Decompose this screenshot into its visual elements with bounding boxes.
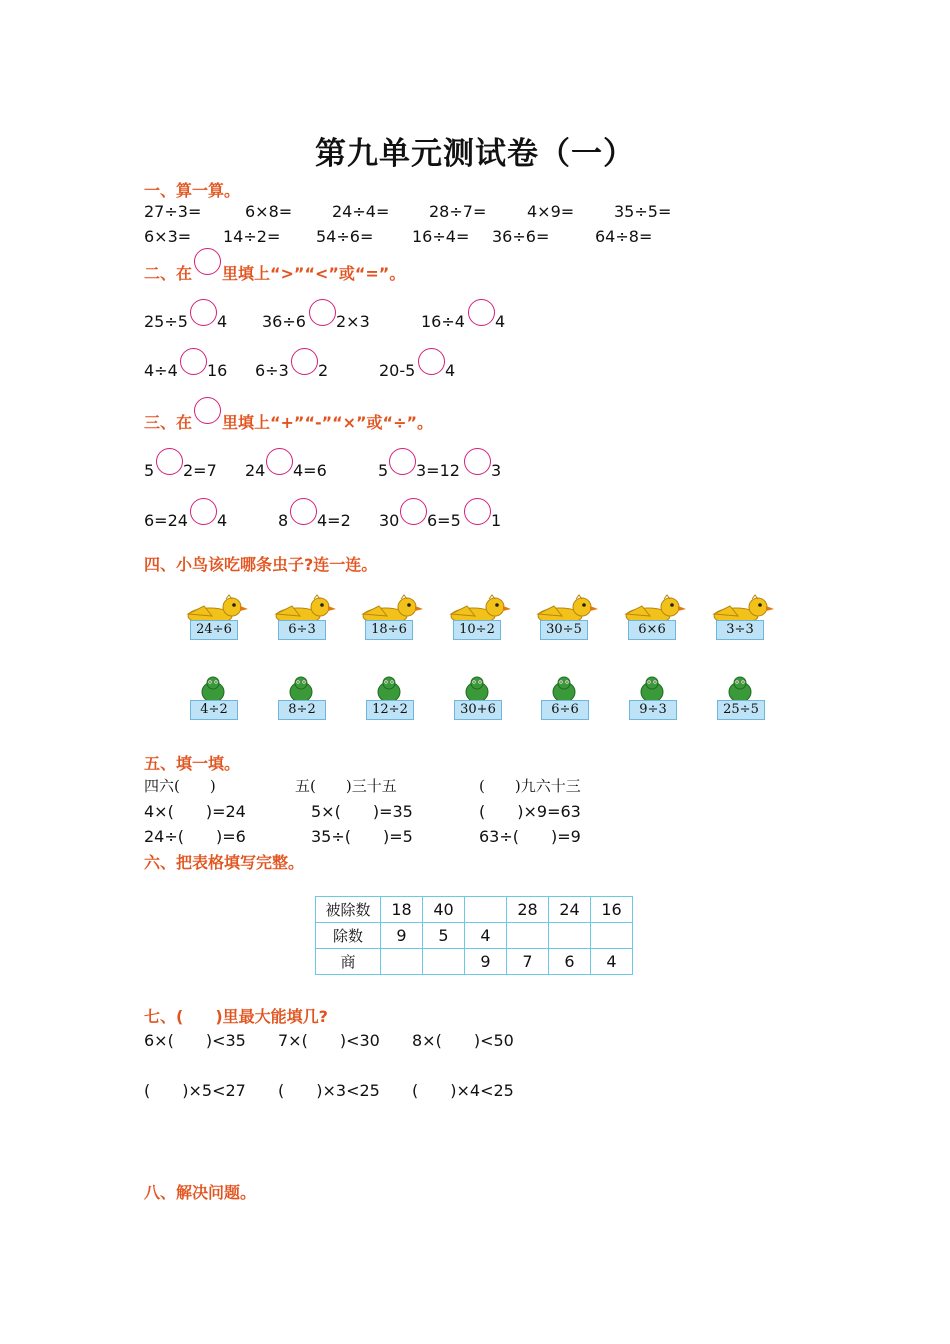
bird-card[interactable] xyxy=(270,594,338,652)
bug-card[interactable] xyxy=(715,676,775,722)
bug-label: 9÷3 xyxy=(629,700,677,720)
table-cell: 18 xyxy=(381,897,423,923)
compare-left: 6÷3 xyxy=(255,361,289,380)
table-cell: 24 xyxy=(549,897,591,923)
compare-right: 4 xyxy=(445,361,456,380)
answer-circle[interactable] xyxy=(464,498,491,525)
fill-item: 四六( ) xyxy=(144,777,216,795)
operator-text: 2=7 xyxy=(183,461,217,480)
answer-circle[interactable] xyxy=(180,348,207,375)
section-1-heading: 一、算一算。 xyxy=(144,181,241,200)
answer-circle[interactable] xyxy=(389,448,416,475)
bug-card[interactable] xyxy=(539,676,599,722)
bug-label: 6÷6 xyxy=(541,700,589,720)
bird-label: 30÷5 xyxy=(540,620,588,640)
bird-label: 10÷2 xyxy=(453,620,501,640)
calc-item: 28÷7= xyxy=(429,202,487,221)
answer-circle[interactable] xyxy=(190,498,217,525)
compare-left: 36÷6 xyxy=(262,312,306,331)
section-4-heading: 四、小鸟该吃哪条虫子?连一连。 xyxy=(144,555,378,574)
operator-text: 4=2 xyxy=(317,511,351,530)
max-item: 7×( )<30 xyxy=(278,1031,380,1050)
table-cell[interactable] xyxy=(423,949,465,975)
table-cell: 16 xyxy=(591,897,633,923)
section-2-heading-b: 里填上“>”“<”或“=”。 xyxy=(222,264,406,283)
operator-text: 3=12 xyxy=(416,461,460,480)
bug-card[interactable] xyxy=(364,676,424,722)
calc-item: 54÷6= xyxy=(316,227,374,246)
fill-item: ( )×9=63 xyxy=(479,802,581,821)
bird-card[interactable] xyxy=(445,594,513,652)
section-5-heading: 五、填一填。 xyxy=(144,754,241,773)
bird-card[interactable] xyxy=(357,594,425,652)
answer-circle[interactable] xyxy=(418,348,445,375)
operator-text: 8 xyxy=(278,511,289,530)
answer-circle[interactable] xyxy=(291,348,318,375)
bird-card[interactable] xyxy=(620,594,688,652)
table-cell: 6 xyxy=(549,949,591,975)
answer-circle[interactable] xyxy=(400,498,427,525)
max-item: ( )×4<25 xyxy=(412,1081,514,1100)
calc-item: 24÷4= xyxy=(332,202,390,221)
fill-item: ( )九六十三 xyxy=(479,777,581,795)
fill-item: 4×( )=24 xyxy=(144,802,246,821)
compare-right: 4 xyxy=(495,312,506,331)
compare-left: 20-5 xyxy=(379,361,416,380)
circle-icon xyxy=(194,397,221,424)
calc-item: 27÷3= xyxy=(144,202,202,221)
table-row xyxy=(316,897,633,923)
fill-item: 24÷( )=6 xyxy=(144,827,246,846)
calc-item: 14÷2= xyxy=(223,227,281,246)
bug-label: 12÷2 xyxy=(366,700,414,720)
circle-icon xyxy=(194,248,221,275)
operator-text: 24 xyxy=(245,461,266,480)
max-item: ( )×5<27 xyxy=(144,1081,246,1100)
table-row xyxy=(316,949,633,975)
answer-circle[interactable] xyxy=(156,448,183,475)
fill-item: 5×( )=35 xyxy=(311,802,413,821)
operator-text: 6=24 xyxy=(144,511,188,530)
bug-card[interactable] xyxy=(188,676,248,722)
table-cell: 28 xyxy=(507,897,549,923)
table-cell: 5 xyxy=(423,923,465,949)
compare-right: 2×3 xyxy=(336,312,370,331)
bug-card[interactable] xyxy=(452,676,512,722)
table-cell[interactable] xyxy=(549,923,591,949)
table-cell[interactable] xyxy=(591,923,633,949)
bird-label: 3÷3 xyxy=(716,620,764,640)
section-7-heading: 七、( )里最大能填几? xyxy=(144,1007,328,1026)
calc-item: 4×9= xyxy=(527,202,575,221)
bird-label: 6×6 xyxy=(628,620,676,640)
operator-text: 6=5 xyxy=(427,511,461,530)
answer-circle[interactable] xyxy=(190,299,217,326)
bird-label: 18÷6 xyxy=(365,620,413,640)
division-table xyxy=(315,896,633,975)
max-item: ( )×3<25 xyxy=(278,1081,380,1100)
operator-text: 1 xyxy=(491,511,502,530)
calc-item: 6×3= xyxy=(144,227,192,246)
table-cell: 7 xyxy=(507,949,549,975)
compare-left: 4÷4 xyxy=(144,361,178,380)
table-row xyxy=(316,923,633,949)
table-cell: 9 xyxy=(465,949,507,975)
calc-item: 35÷5= xyxy=(614,202,672,221)
fill-item: 五( )三十五 xyxy=(295,777,397,795)
bug-label: 30+6 xyxy=(454,700,502,720)
answer-circle[interactable] xyxy=(468,299,495,326)
section-8-heading: 八、解决问题。 xyxy=(144,1183,257,1202)
bug-label: 4÷2 xyxy=(190,700,238,720)
table-cell[interactable] xyxy=(465,897,507,923)
table-cell[interactable] xyxy=(381,949,423,975)
table-cell: 40 xyxy=(423,897,465,923)
bird-label: 6÷3 xyxy=(278,620,326,640)
fill-item: 63÷( )=9 xyxy=(479,827,581,846)
compare-right: 2 xyxy=(318,361,329,380)
bird-label: 24÷6 xyxy=(190,620,238,640)
max-item: 8×( )<50 xyxy=(412,1031,514,1050)
bug-label: 8÷2 xyxy=(278,700,326,720)
bird-card[interactable] xyxy=(708,594,776,652)
table-cell: 4 xyxy=(465,923,507,949)
answer-circle[interactable] xyxy=(266,448,293,475)
section-6-heading: 六、把表格填写完整。 xyxy=(144,853,305,872)
operator-text: 3 xyxy=(491,461,502,480)
operator-text: 4 xyxy=(217,511,228,530)
table-cell[interactable] xyxy=(507,923,549,949)
bug-card[interactable] xyxy=(627,676,687,722)
table-header-cell: 被除数 xyxy=(316,897,381,923)
operator-text: 4=6 xyxy=(293,461,327,480)
page-title: 第九单元测试卷（一） xyxy=(315,136,635,172)
compare-right: 16 xyxy=(207,361,228,380)
bug-card[interactable] xyxy=(276,676,336,722)
section-3-heading-b: 里填上“+”“-”“×”或“÷”。 xyxy=(222,413,433,432)
bird-card[interactable] xyxy=(182,594,250,652)
bug-label: 25÷5 xyxy=(717,700,765,720)
bird-card[interactable] xyxy=(532,594,600,652)
answer-circle[interactable] xyxy=(464,448,491,475)
table-cell: 9 xyxy=(381,923,423,949)
calc-item: 16÷4= xyxy=(412,227,470,246)
calc-item: 36÷6= xyxy=(492,227,550,246)
operator-text: 30 xyxy=(379,511,400,530)
compare-left: 16÷4 xyxy=(421,312,465,331)
calc-item: 6×8= xyxy=(245,202,293,221)
calc-item: 64÷8= xyxy=(595,227,653,246)
operator-text: 5 xyxy=(144,461,155,480)
section-2-heading-a: 二、在 xyxy=(144,264,193,283)
table-header-cell: 商 xyxy=(316,949,381,975)
compare-right: 4 xyxy=(217,312,228,331)
operator-text: 5 xyxy=(378,461,389,480)
compare-left: 25÷5 xyxy=(144,312,188,331)
max-item: 6×( )<35 xyxy=(144,1031,246,1050)
section-3-heading-a: 三、在 xyxy=(144,413,193,432)
answer-circle[interactable] xyxy=(290,498,317,525)
answer-circle[interactable] xyxy=(309,299,336,326)
fill-item: 35÷( )=5 xyxy=(311,827,413,846)
table-header-cell: 除数 xyxy=(316,923,381,949)
table-cell: 4 xyxy=(591,949,633,975)
